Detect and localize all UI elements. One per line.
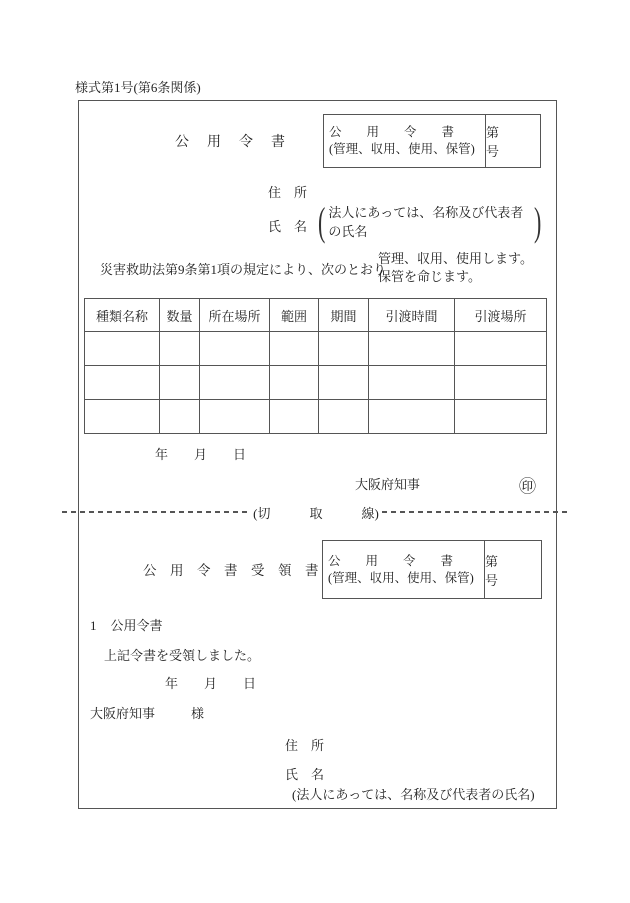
cut-line-label: (切 取 線) [253, 505, 379, 521]
order-name-note: 法人にあっては、名称及び代表者の氏名 [328, 205, 524, 239]
receipt-number-field: 第 号 [485, 553, 538, 588]
col-header-delivery-time: 引渡時間 [369, 299, 455, 332]
receipt-number-box-title: 公 用 令 書 [328, 553, 454, 568]
receipt-name-label: 氏 名 [285, 767, 325, 782]
order-name-note-group [315, 200, 545, 244]
receipt-item-label: 公用令書 [110, 618, 163, 633]
table-cell [369, 332, 455, 366]
col-header-location: 所在場所 [200, 299, 270, 332]
order-name-label: 氏 名 [268, 219, 308, 234]
table-cell [319, 332, 369, 366]
cut-line [62, 503, 570, 521]
table-cell [319, 366, 369, 400]
table-row [85, 366, 547, 400]
order-statement-options [378, 250, 533, 286]
table-cell [160, 400, 200, 434]
order-statement-option-2: 保管を命じます。 [378, 269, 481, 284]
col-header-period: 期間 [319, 299, 369, 332]
col-header-type: 種類名称 [85, 299, 160, 332]
table-cell [200, 400, 270, 434]
receipt-item-number: 1 [90, 618, 97, 633]
receipt-addressee-row [90, 703, 204, 722]
table-cell [455, 400, 547, 434]
order-number-box-title: 公 用 令 書 [329, 125, 455, 139]
cut-line-dash-right [382, 511, 570, 513]
table-cell [369, 400, 455, 434]
order-number-box-subtitle: (管理、収用、使用、保管) [329, 142, 475, 156]
table-cell [85, 332, 160, 366]
order-signer: 大阪府知事 [355, 477, 421, 492]
receipt-item [90, 615, 163, 634]
order-address-label: 住 所 [268, 185, 308, 200]
close-bracket: ) [534, 199, 542, 244]
table-cell [270, 332, 319, 366]
table-cell [160, 332, 200, 366]
col-header-quantity: 数量 [160, 299, 200, 332]
receipt-number-box-caption [323, 541, 485, 598]
table-row [85, 332, 547, 366]
table-cell [270, 400, 319, 434]
table-cell [160, 366, 200, 400]
receipt-number-box-subtitle: (管理、収用、使用、保管) [328, 570, 474, 585]
order-number-field: 第 号 [486, 125, 539, 159]
receipt-addressee: 大阪府知事 [90, 706, 156, 721]
order-statement-option-1: 管理、収用、使用します。 [378, 251, 533, 266]
form-number-label: 様式第1号(第6条関係) [75, 80, 201, 95]
table-cell [85, 400, 160, 434]
order-title: 公 用 令 書 [175, 135, 287, 150]
table-cell [455, 366, 547, 400]
cut-line-dash-left [62, 511, 250, 513]
receipt-body-text: 上記令書を受領しました。 [104, 648, 261, 663]
receipt-honorific: 様 [191, 706, 205, 721]
table-row [85, 400, 547, 434]
open-bracket: ( [317, 199, 326, 244]
table-cell [270, 366, 319, 400]
col-header-delivery-place: 引渡場所 [455, 299, 547, 332]
table-cell [455, 332, 547, 366]
seal-icon: ㊞ [519, 477, 536, 496]
order-number-box [323, 114, 541, 168]
table-cell [85, 366, 160, 400]
receipt-name-note: (法人にあっては、名称及び代表者の氏名) [292, 787, 535, 802]
col-header-scope: 範囲 [270, 299, 319, 332]
table-cell [200, 332, 270, 366]
table-cell [319, 400, 369, 434]
receipt-number-box [322, 540, 542, 599]
table-cell [369, 366, 455, 400]
order-number-box-caption [324, 115, 486, 167]
receipt-title: 公 用 令 書 受 領 書 [143, 563, 319, 578]
table-header-row [85, 299, 547, 332]
requisition-table [84, 298, 547, 434]
receipt-address-label: 住 所 [285, 738, 325, 753]
order-statement: 災害救助法第9条第1項の規定により、次のとおり [100, 262, 387, 277]
receipt-date-line: 年 月 日 [165, 676, 257, 691]
table-cell [200, 366, 270, 400]
order-date-line: 年 月 日 [155, 447, 247, 462]
